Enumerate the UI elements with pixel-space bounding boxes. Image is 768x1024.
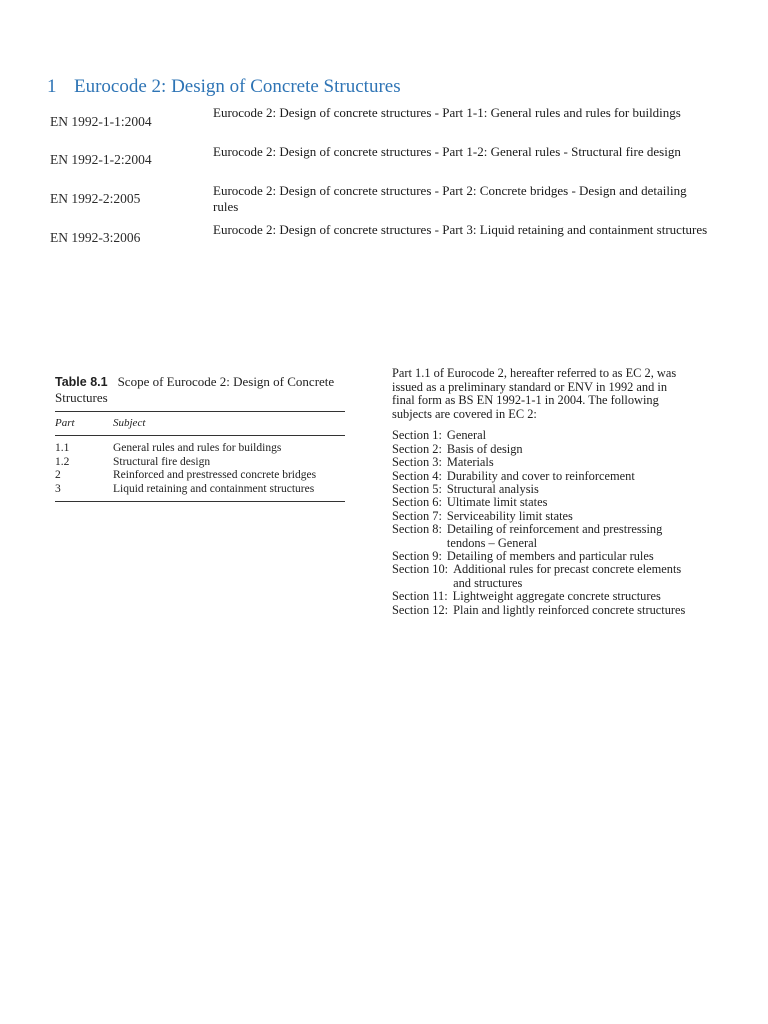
section-number: 1: [47, 76, 57, 97]
standard-description: Eurocode 2: Design of concrete structures - Part 2: Concrete bridges - Design and detailing rules: [213, 183, 687, 214]
section-label: Section 12:: [392, 602, 449, 617]
subject-cell: Structural fire design: [113, 455, 211, 468]
section-title: Detailing of reinforcement and prestressing tendons – General: [446, 522, 663, 550]
table-bottom-rule: [55, 501, 345, 502]
section-title: Structural analysis: [446, 482, 539, 496]
standard-code: EN 1992-1-1:2004: [50, 114, 152, 129]
section-label: Section 6:: [392, 495, 442, 510]
subject-cell: Liquid retaining and containment structures: [113, 482, 315, 495]
section-label: Section 5:: [392, 482, 442, 496]
standards-row: [50, 104, 710, 142]
section-title: Basis of design: [446, 441, 523, 456]
section-label: Section 4:: [392, 468, 442, 483]
subject-cell: Reinforced and prestressed concrete bridges: [113, 469, 317, 482]
part-cell: 2: [55, 469, 61, 482]
column-header-part: Part: [55, 417, 75, 429]
section-label: Section 7:: [392, 508, 442, 523]
section-label: Section 3:: [392, 455, 442, 470]
section-label: Section 10:: [392, 562, 449, 577]
ec2-excerpt: [392, 367, 692, 617]
table-8-1-header: [55, 412, 345, 435]
standard-description: Eurocode 2: Design of concrete structures - Part 1-1: General rules and rules for buildings: [213, 105, 681, 120]
section-heading: [47, 76, 401, 98]
table-8-1-title: Scope of Eurocode 2: Design of Concrete Structures: [55, 374, 335, 405]
section-list-item: [392, 604, 692, 617]
standards-row: [50, 220, 710, 259]
standard-code: EN 1992-3:2006: [50, 230, 141, 245]
section-label: Section 8:: [392, 522, 442, 537]
table-8-1-caption: [55, 374, 345, 405]
standard-description: Eurocode 2: Design of concrete structures - Part 1-2: General rules - Structural fire design: [213, 144, 681, 159]
table-row: [55, 469, 345, 483]
table-8-1-body: [55, 436, 345, 501]
table-row: [55, 483, 345, 497]
section-label: Section 1:: [392, 428, 442, 443]
table-row: [55, 456, 345, 470]
table-8-1-label: Table 8.1: [55, 375, 108, 389]
section-list-item: [392, 590, 692, 603]
section-list-item: [392, 563, 692, 590]
section-title: Plain and lightly reinforced concrete structures: [453, 602, 686, 617]
section-list-item: [392, 496, 692, 509]
section-list-item: [392, 523, 692, 550]
part-cell: 3: [55, 482, 61, 495]
section-label: Section 2:: [392, 441, 442, 456]
section-label: Section 9:: [392, 549, 442, 564]
section-title: Materials: [446, 455, 494, 470]
standards-row: [50, 142, 710, 181]
table-8-1-excerpt: [55, 374, 345, 502]
section-title: Durability and cover to reinforcement: [446, 468, 635, 483]
section-list-item: [392, 483, 692, 496]
standards-table: [50, 104, 710, 259]
column-header-subject: Subject: [113, 417, 146, 429]
table-row: [55, 442, 345, 456]
part-cell: 1.2: [55, 455, 70, 468]
section-list-item: [392, 429, 692, 442]
standards-row: [50, 181, 710, 220]
section-list-item: [392, 443, 692, 456]
section-title: Ultimate limit states: [446, 495, 548, 510]
section-title: Lightweight aggregate concrete structures: [452, 589, 661, 604]
part-cell: 1.1: [55, 442, 70, 454]
subject-cell: General rules and rules for buildings: [113, 442, 282, 454]
ec2-section-list: [392, 429, 692, 617]
section-list-item: [392, 470, 692, 483]
section-label: Section 11:: [392, 589, 448, 604]
ec2-intro-paragraph: Part 1.1 of Eurocode 2, hereafter referred to as EC 2, was issued as a preliminary standard or ENV in 1992 and in final form as BS EN 1992-1-1 in 2004. The following subjects are covered in EC 2:: [392, 366, 677, 421]
section-list-item: [392, 550, 692, 563]
section-title: Serviceability limit states: [446, 508, 573, 523]
standard-code: EN 1992-1-2:2004: [50, 152, 152, 167]
section-title: Eurocode 2: Design of Concrete Structures: [74, 76, 401, 97]
section-title: Additional rules for precast concrete elements and structures: [453, 562, 682, 590]
section-list-item: [392, 510, 692, 523]
section-title: General: [446, 428, 487, 443]
section-title: Detailing of members and particular rules: [446, 549, 654, 564]
section-list-item: [392, 456, 692, 469]
standard-description: Eurocode 2: Design of concrete structures - Part 3: Liquid retaining and containment structures: [213, 222, 708, 237]
standard-code: EN 1992-2:2005: [50, 191, 141, 206]
